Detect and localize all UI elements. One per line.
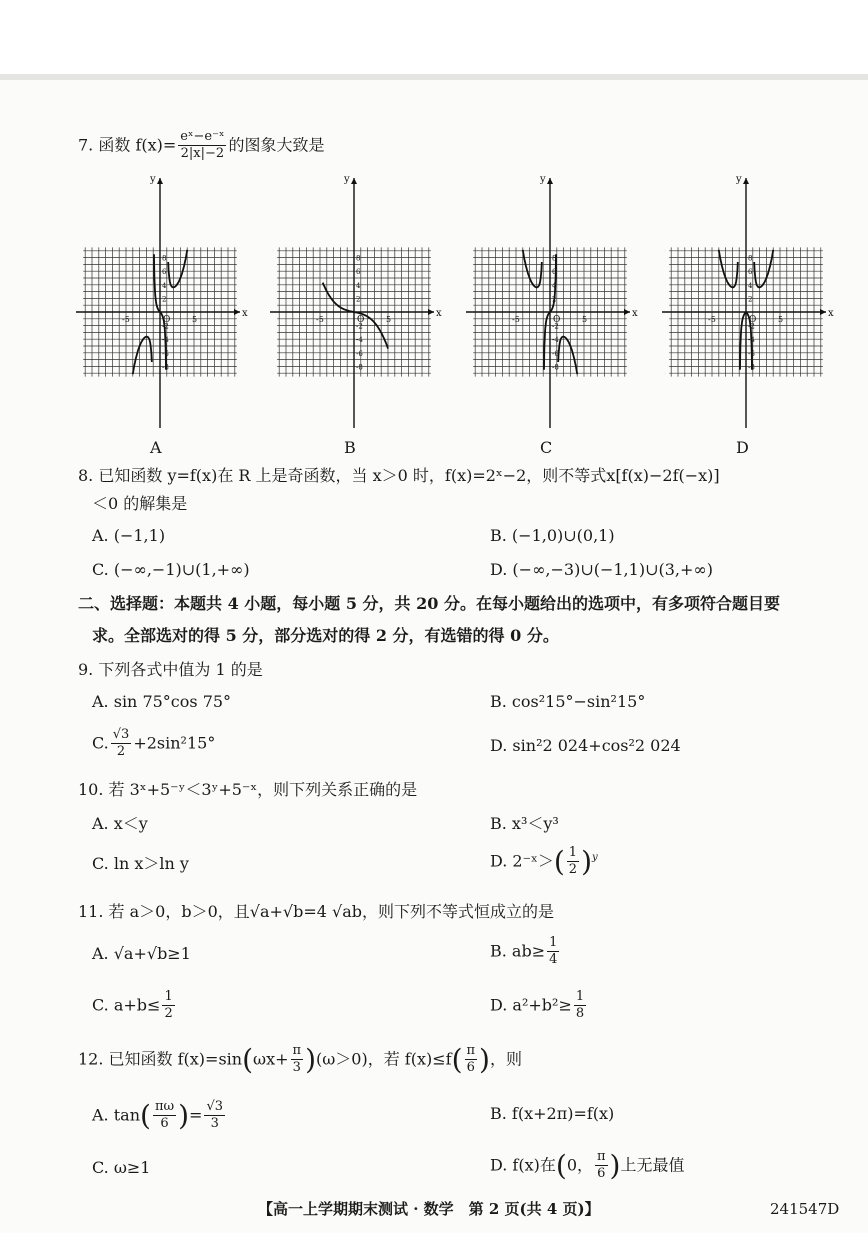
graph-a-curve: [133, 337, 152, 375]
q9-option-a: A. sin 75°cos 75°: [92, 692, 232, 711]
q10-stem: 10. 若 3ˣ+5⁻ʸ＜3ʸ+5⁻ˣ，则下列关系正确的是: [78, 780, 418, 799]
q8-option-b: B. (−1,0)∪(0,1): [490, 526, 615, 545]
section2-line2: 求。全部选对的得 5 分，部分选对的得 2 分，有选错的得 0 分。: [92, 626, 559, 645]
y-tick-label: -4: [162, 336, 169, 345]
graph-d-plot: [660, 172, 838, 430]
q8-stem-line1: 8. 已知函数 y=f(x)在 R 上是奇函数，当 x＞0 时，f(x)=2ˣ−2，则不等式x[f(x)−2f(−x)]: [78, 466, 720, 485]
q9-option-c: C. $\frac{√3}{2}$ +2sin²15°: [92, 727, 216, 760]
q8-option-a: A. (−1,1): [92, 526, 166, 545]
x-axis-arrow: [428, 309, 434, 315]
q11-option-c: C. a+b≤ $\frac{1}{2}$: [92, 989, 173, 1022]
y-tick-label: -6: [552, 349, 559, 358]
x-tick-label: 5: [192, 315, 198, 324]
y-tick-label: 8: [162, 254, 167, 263]
q11-stem: 11. 若 a＞0，b＞0，且√a+√b=4 √ab，则下列不等式恒成立的是: [78, 902, 554, 921]
x-tick-label: -5: [708, 315, 716, 324]
y-axis-label: y: [540, 174, 546, 185]
origin-label: O: [163, 315, 171, 325]
x-tick-label: -5: [122, 315, 130, 324]
y-axis-arrow: [743, 178, 749, 184]
graph-c-plot: [464, 172, 642, 430]
graph-label-c: C: [540, 438, 553, 457]
q8-stem-line2: ＜0 的解集是: [92, 494, 188, 513]
q12-option-a: A. tan( $\frac{\pi\omega}{6}$ )= $\frac{√3}{3}$: [92, 1098, 223, 1132]
graph-label-d: D: [736, 438, 749, 457]
x-tick-label: 5: [386, 315, 392, 324]
footer-title: 【高一上学期期末测试 · 数学 第 2 页(共 4 页)】: [258, 1200, 600, 1218]
q12-option-d: D. f(x)在(0， $\frac{\pi}{6}$ )上无最值: [490, 1148, 685, 1182]
q10-option-a: A. x＜y: [92, 814, 148, 833]
q12-stem: 12. 已知函数 f(x)=sin(ωx+ $\frac{\pi}{3}$ )(ω＞0)，若 f(x)≤f( $\frac{\pi}{6}$ )，则: [78, 1042, 522, 1076]
y-tick-label: -8: [748, 363, 755, 372]
y-tick-label: 2: [356, 295, 361, 304]
x-tick-label: -5: [316, 315, 324, 324]
footer-code: 241547D: [770, 1200, 840, 1218]
x-tick-label: -5: [512, 315, 520, 324]
y-tick-label: 6: [356, 268, 361, 277]
q9-option-b: B. cos²15°−sin²15°: [490, 692, 646, 711]
q10-option-d: D. 2⁻ˣ＞( $\frac{1}{2}$ )$^y$: [490, 844, 598, 878]
x-axis-arrow: [234, 309, 240, 315]
q8-option-c: C. (−∞,−1)∪(1,+∞): [92, 560, 250, 579]
graph-c-curve: [558, 337, 577, 375]
y-tick-label: 8: [748, 254, 753, 263]
y-tick-label: -2: [748, 322, 755, 331]
y-tick-label: -2: [162, 322, 169, 331]
y-tick-label: 4: [162, 281, 167, 290]
y-tick-label: -6: [162, 349, 169, 358]
y-tick-label: -4: [552, 336, 559, 345]
q11-option-b: B. ab≥ $\frac{1}{4}$: [490, 935, 558, 968]
origin-label: O: [553, 315, 561, 325]
graph-a-plot: [74, 172, 252, 430]
graph-d-curve: [719, 250, 738, 288]
q10-option-c: C. ln x＞ln y: [92, 854, 189, 873]
graph-d-curve: [754, 250, 773, 288]
y-tick-label: -8: [552, 363, 559, 372]
y-tick-label: 6: [552, 268, 557, 277]
x-tick-label: 5: [778, 315, 784, 324]
y-tick-label: -6: [356, 349, 363, 358]
y-tick-label: 2: [552, 295, 557, 304]
origin-label: O: [749, 315, 757, 325]
y-tick-label: -2: [356, 322, 363, 331]
y-axis-arrow: [351, 178, 357, 184]
y-tick-label: 6: [748, 268, 753, 277]
q11-option-d: D. a²+b²≥ $\frac{1}{8}$: [490, 989, 585, 1022]
x-tick-label: 5: [582, 315, 588, 324]
origin-label: O: [357, 315, 365, 325]
graph-label-b: B: [344, 438, 356, 457]
y-tick-label: -2: [552, 322, 559, 331]
graph-c-curve: [523, 250, 542, 288]
graph-label-a: A: [150, 438, 162, 457]
y-tick-label: 6: [162, 268, 167, 277]
x-axis-label: x: [436, 308, 442, 319]
x-axis-label: x: [828, 308, 834, 319]
y-tick-label: -8: [356, 363, 363, 372]
y-tick-label: -8: [162, 363, 169, 372]
y-tick-label: 8: [552, 254, 557, 263]
y-axis-label: y: [344, 174, 350, 185]
y-tick-label: -4: [356, 336, 363, 345]
graph-d: [660, 172, 838, 430]
q9-stem: 9. 下列各式中值为 1 的是: [78, 660, 263, 679]
x-axis-arrow: [624, 309, 630, 315]
q9-option-d: D. sin²2 024+cos²2 024: [490, 736, 681, 755]
top-margin: [0, 0, 868, 74]
q12-option-b: B. f(x+2π)=f(x): [490, 1104, 615, 1123]
q10-option-b: B. x³＜y³: [490, 814, 559, 833]
q7-stem: 7. 函数 f(x)= $\frac{\text{eˣ−e⁻ˣ}}{2|x|-2}$ 的图象大致是: [78, 129, 325, 162]
graph-c: [464, 172, 642, 430]
y-tick-label: 2: [748, 295, 753, 304]
graph-b-plot: [268, 172, 446, 430]
y-tick-label: 4: [748, 281, 753, 290]
y-tick-label: 8: [356, 254, 361, 263]
y-tick-label: 2: [162, 295, 167, 304]
y-axis-arrow: [547, 178, 553, 184]
y-axis-label: y: [736, 174, 742, 185]
q11-option-a: A. √a+√b≥1: [92, 944, 191, 963]
y-axis-arrow: [157, 178, 163, 184]
x-axis-label: x: [632, 308, 638, 319]
y-tick-label: -6: [748, 349, 755, 358]
graph-a: [74, 172, 252, 430]
q12-option-c: C. ω≥1: [92, 1158, 151, 1177]
y-tick-label: -4: [748, 336, 755, 345]
y-axis-label: y: [150, 174, 156, 185]
q8-option-d: D. (−∞,−3)∪(−1,1)∪(3,+∞): [490, 560, 713, 579]
y-tick-label: 4: [552, 281, 557, 290]
y-tick-label: 4: [356, 281, 361, 290]
x-axis-arrow: [820, 309, 826, 315]
graph-b: [268, 172, 446, 430]
graph-a-curve: [168, 250, 187, 288]
x-axis-label: x: [242, 308, 248, 319]
section2-line1: 二、选择题：本题共 4 小题，每小题 5 分，共 20 分。在每小题给出的选项中，有多项符合题目要: [78, 594, 780, 613]
